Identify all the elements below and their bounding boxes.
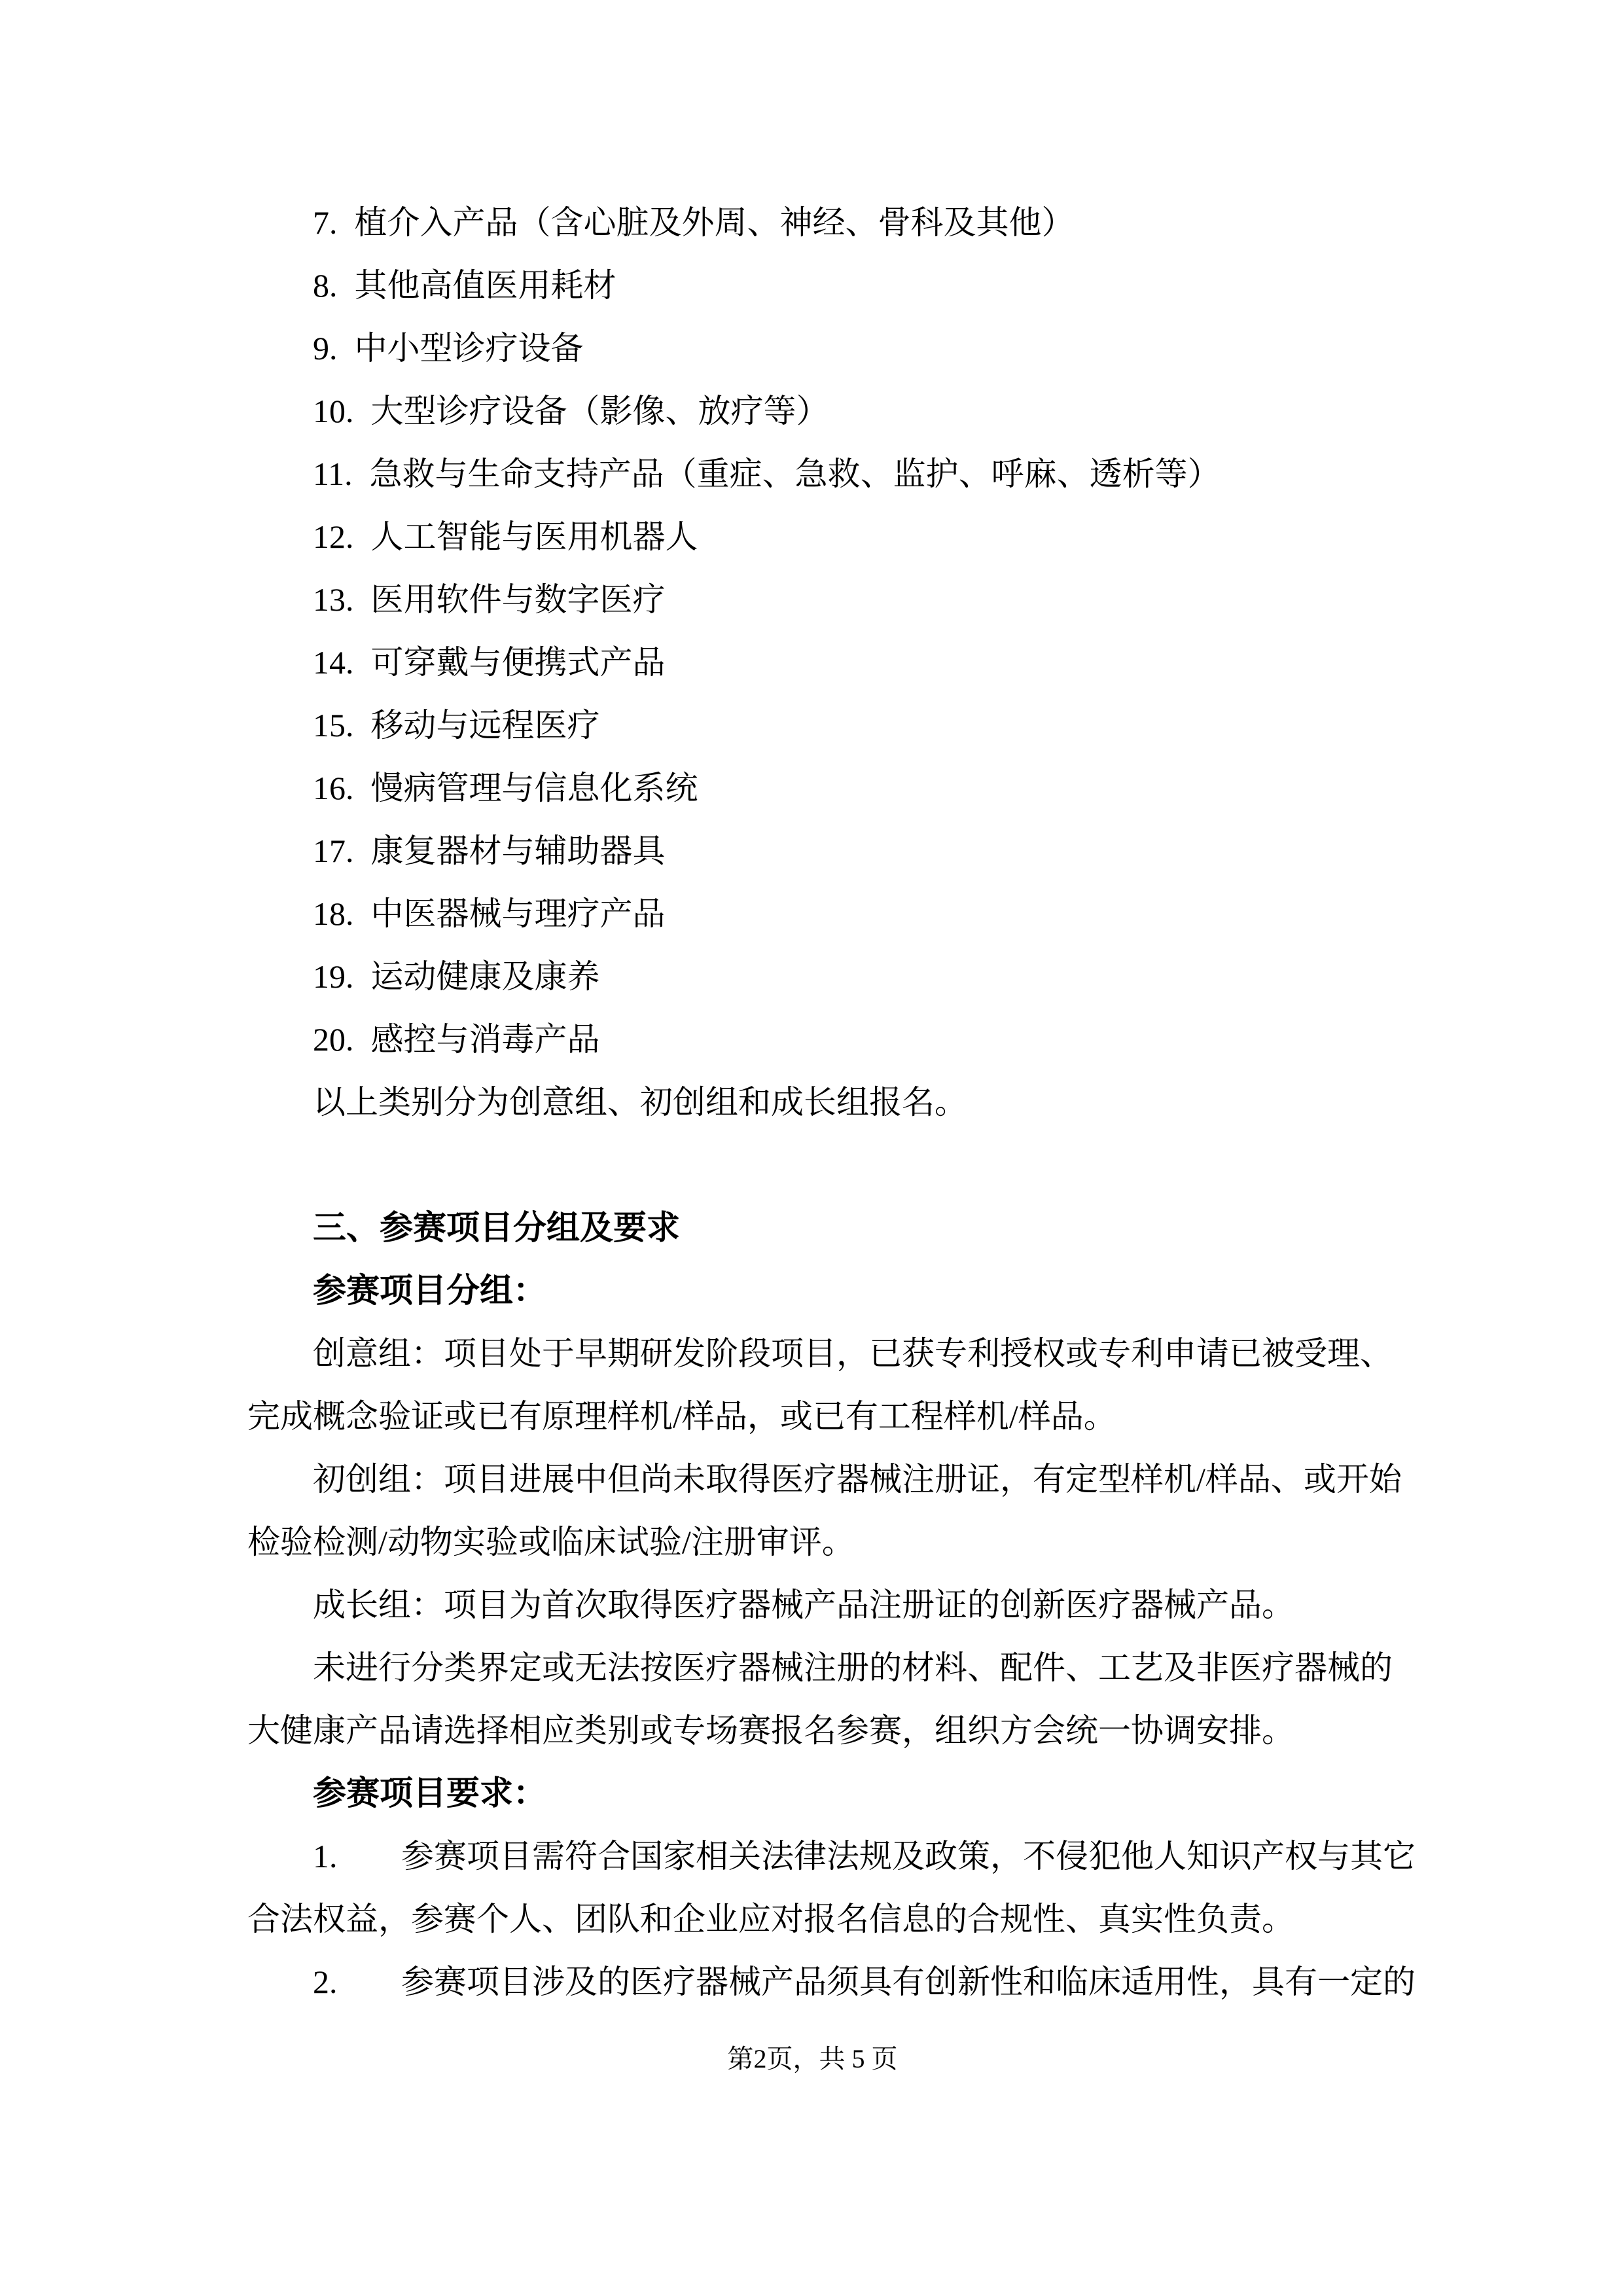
paragraph-line-startup-group: 检验检测/动物实验或临床试验/注册审评。 bbox=[247, 1524, 855, 1560]
list-item-text: 康复器材与辅助器具 bbox=[370, 833, 666, 869]
requirement-item bbox=[247, 1825, 1416, 1888]
list-item-text: 医用软件与数字医疗 bbox=[370, 581, 666, 618]
list-item bbox=[247, 191, 1378, 254]
requirement-text: 参赛项目需符合国家相关法律法规及政策，不侵犯他人知识产权与其它 bbox=[401, 1838, 1416, 1874]
list-item bbox=[247, 757, 1378, 819]
list-item-text: 人工智能与医用机器人 bbox=[370, 518, 698, 555]
list-item-number: 7. bbox=[313, 204, 338, 241]
section-heading: 三、参赛项目分组及要求 bbox=[313, 1209, 681, 1246]
paragraph-line-creative-group: 创意组：项目处于早期研发阶段项目，已获专利授权或专利申请已被受理、 bbox=[313, 1335, 1393, 1372]
list-item-number: 17. bbox=[313, 833, 354, 869]
list-item-text: 急救与生命支持产品（重症、急救、监护、呼麻、透析等） bbox=[369, 456, 1221, 492]
list-item bbox=[247, 945, 1378, 1008]
list-item bbox=[247, 694, 1378, 757]
list-item-number: 20. bbox=[313, 1021, 354, 1058]
list-item bbox=[247, 505, 1378, 568]
list-item-text: 运动健康及康养 bbox=[370, 958, 600, 995]
list-item bbox=[247, 442, 1378, 505]
list-closing-line: 以上类别分为创意组、初创组和成长组报名。 bbox=[313, 1084, 967, 1121]
blank-line bbox=[247, 1134, 1378, 1196]
list-item-text: 中医器械与理疗产品 bbox=[370, 895, 666, 932]
list-item-number: 13. bbox=[313, 581, 354, 618]
list-item-text: 慢病管理与信息化系统 bbox=[370, 770, 698, 806]
list-item bbox=[247, 317, 1378, 380]
list-item-number: 14. bbox=[313, 644, 354, 681]
list-item bbox=[247, 254, 1378, 317]
requirement-text: 参赛项目涉及的医疗器械产品须具有创新性和临床适用性，具有一定的 bbox=[401, 1964, 1416, 2000]
list-item bbox=[247, 568, 1378, 631]
page-number-footer: 第2页，共 5 页 bbox=[727, 2044, 898, 2073]
list-item-number: 15. bbox=[313, 707, 354, 744]
list-item-number: 8. bbox=[313, 267, 338, 304]
paragraph-line-unclassified: 大健康产品请选择相应类别或专场赛报名参赛，组织方会统一协调安排。 bbox=[247, 1712, 1294, 1749]
paragraph-line-growth-group: 成长组：项目为首次取得医疗器械产品注册证的创新医疗器械产品。 bbox=[313, 1587, 1294, 1623]
list-item-text: 感控与消毒产品 bbox=[370, 1021, 600, 1058]
paragraph-line-unclassified: 未进行分类界定或无法按医疗器械注册的材料、配件、工艺及非医疗器械的 bbox=[313, 1649, 1393, 1686]
list-item-number: 10. bbox=[313, 393, 354, 429]
requirements-subheading: 参赛项目要求： bbox=[313, 1774, 547, 1812]
list-item-text: 植介入产品（含心脏及外周、神经、骨科及其他） bbox=[354, 204, 1075, 241]
list-item-text: 中小型诊疗设备 bbox=[354, 330, 584, 367]
list-item-number: 9. bbox=[313, 330, 338, 367]
list-item-number: 16. bbox=[313, 770, 354, 806]
list-item-text: 可穿戴与便携式产品 bbox=[370, 644, 666, 681]
list-item bbox=[247, 819, 1378, 882]
list-item-number: 12. bbox=[313, 518, 354, 555]
paragraph-line-creative-group: 完成概念验证或已有原理样机/样品，或已有工程样机/样品。 bbox=[247, 1398, 1116, 1435]
list-item bbox=[247, 882, 1378, 945]
requirement-number: 2. bbox=[313, 1964, 338, 2000]
list-item bbox=[247, 631, 1378, 694]
grouping-subheading: 参赛项目分组： bbox=[313, 1272, 547, 1309]
list-item-number: 11. bbox=[313, 456, 353, 492]
requirement-item-continuation: 合法权益，参赛个人、团队和企业应对报名信息的合规性、真实性负责。 bbox=[247, 1901, 1294, 1937]
list-item bbox=[247, 1008, 1378, 1071]
list-item-text: 大型诊疗设备（影像、放疗等） bbox=[370, 393, 829, 429]
list-item-text: 移动与远程医疗 bbox=[370, 707, 600, 744]
paragraph-line-startup-group: 初创组：项目进展中但尚未取得医疗器械注册证，有定型样机/样品、或开始 bbox=[313, 1461, 1402, 1498]
list-item-number: 19. bbox=[313, 958, 354, 995]
list-item-number: 18. bbox=[313, 895, 354, 932]
requirement-item bbox=[247, 1950, 1416, 2013]
list-item-text: 其他高值医用耗材 bbox=[354, 267, 616, 304]
list-item bbox=[247, 380, 1378, 442]
requirement-number: 1. bbox=[313, 1838, 338, 1874]
document-body bbox=[247, 191, 1416, 2013]
